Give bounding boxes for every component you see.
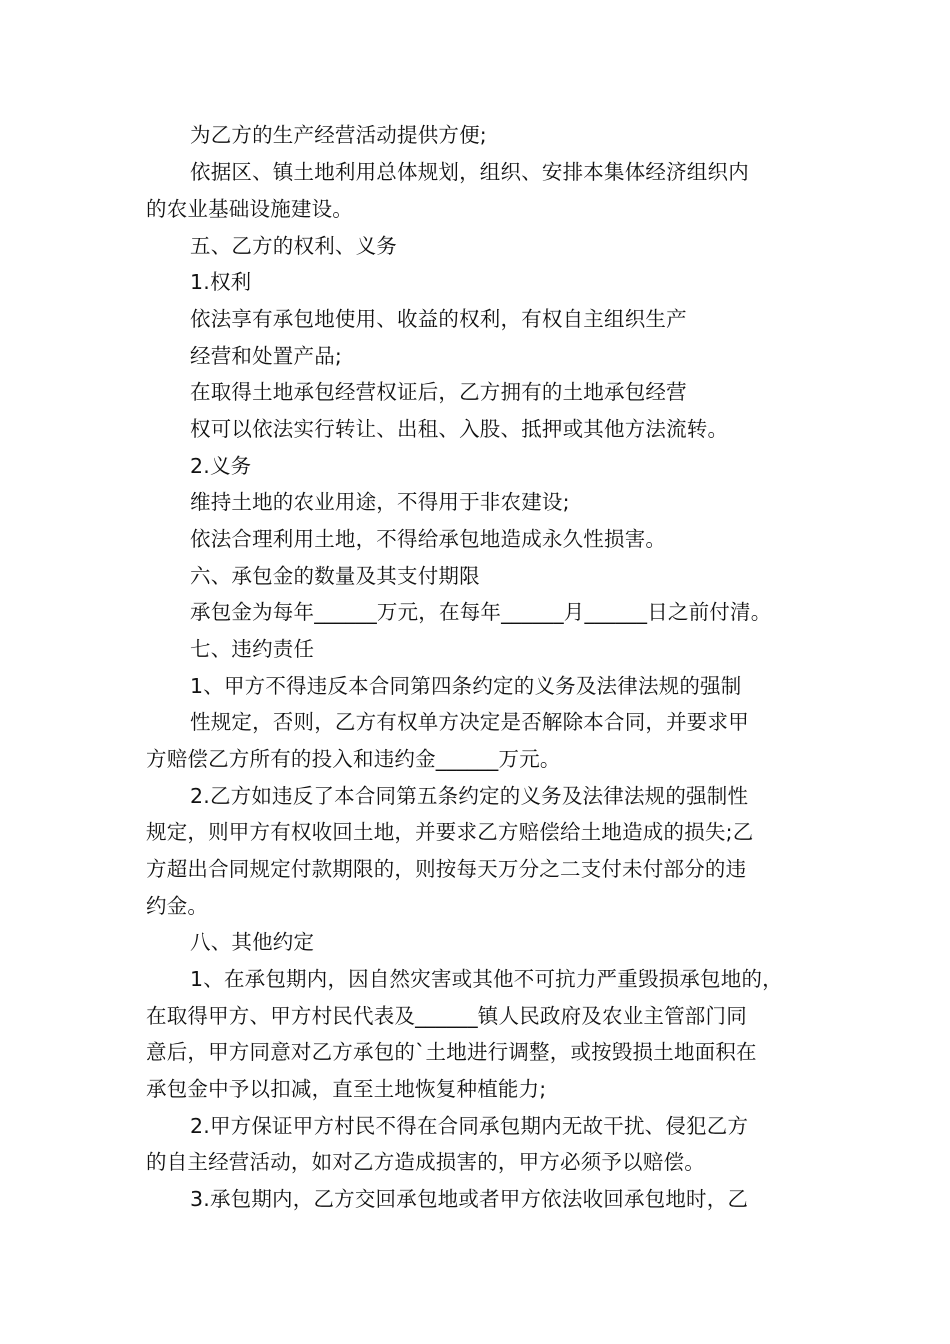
text-line: 意后，甲方同意对乙方承包的`土地进行调整，或按毁损土地面积在 <box>146 1040 757 1064</box>
section-heading: 六、承包金的数量及其支付期限 <box>190 564 480 588</box>
text-line: 经营和处置产品; <box>190 344 343 368</box>
text-line: 依据区、镇土地利用总体规划，组织、安排本集体经济组织内 <box>190 160 749 184</box>
text-line: 的农业基础设施建设。 <box>146 197 353 221</box>
text-line: 在取得土地承包经营权证后，乙方拥有的土地承包经营 <box>190 380 687 404</box>
text-line: 1、甲方不得违反本合同第四条约定的义务及法律法规的强制 <box>190 674 742 698</box>
text-line: 1、在承包期内，因自然灾害或其他不可抗力严重毁损承包地的， <box>190 967 783 991</box>
text-line: 2.甲方保证甲方村民不得在合同承包期内无故干扰、侵犯乙方 <box>190 1114 749 1138</box>
text-line: 在取得甲方、甲方村民代表及______镇人民政府及农业主管部门同 <box>146 1004 747 1028</box>
text-line: 依法享有承包地使用、收益的权利，有权自主组织生产 <box>190 307 687 331</box>
text-line: 约金。 <box>146 894 209 918</box>
section-heading: 八、其他约定 <box>190 930 315 954</box>
text-line: 承包金为每年______万元，在每年______月______日之前付清。 <box>190 600 772 624</box>
text-line: 方赔偿乙方所有的投入和违约金______万元。 <box>146 747 561 771</box>
text-line: 规定，则甲方有权收回土地，并要求乙方赔偿给土地造成的损失;乙 <box>146 820 754 844</box>
subsection-heading: 1.权利 <box>190 270 252 294</box>
text-line: 为乙方的生产经营活动提供方便; <box>190 123 487 147</box>
text-line: 维持土地的农业用途，不得用于非农建设; <box>190 490 570 514</box>
text-line: 性规定，否则，乙方有权单方决定是否解除本合同，并要求甲 <box>190 710 749 734</box>
text-line: 承包金中予以扣减，直至土地恢复种植能力; <box>146 1077 547 1101</box>
section-heading: 五、乙方的权利、义务 <box>190 234 397 258</box>
subsection-heading: 2.义务 <box>190 454 252 478</box>
text-line: 的自主经营活动，如对乙方造成损害的，甲方必须予以赔偿。 <box>146 1150 705 1174</box>
text-line: 方超出合同规定付款期限的，则按每天万分之二支付未付部分的违 <box>146 857 747 881</box>
text-line: 权可以依法实行转让、出租、入股、抵押或其他方法流转。 <box>190 417 729 441</box>
text-line: 依法合理利用土地，不得给承包地造成永久性损害。 <box>190 527 667 551</box>
text-line: 3.承包期内，乙方交回承包地或者甲方依法收回承包地时，乙 <box>190 1187 749 1211</box>
text-line: 2.乙方如违反了本合同第五条约定的义务及法律法规的强制性 <box>190 784 749 808</box>
section-heading: 七、违约责任 <box>190 637 315 661</box>
